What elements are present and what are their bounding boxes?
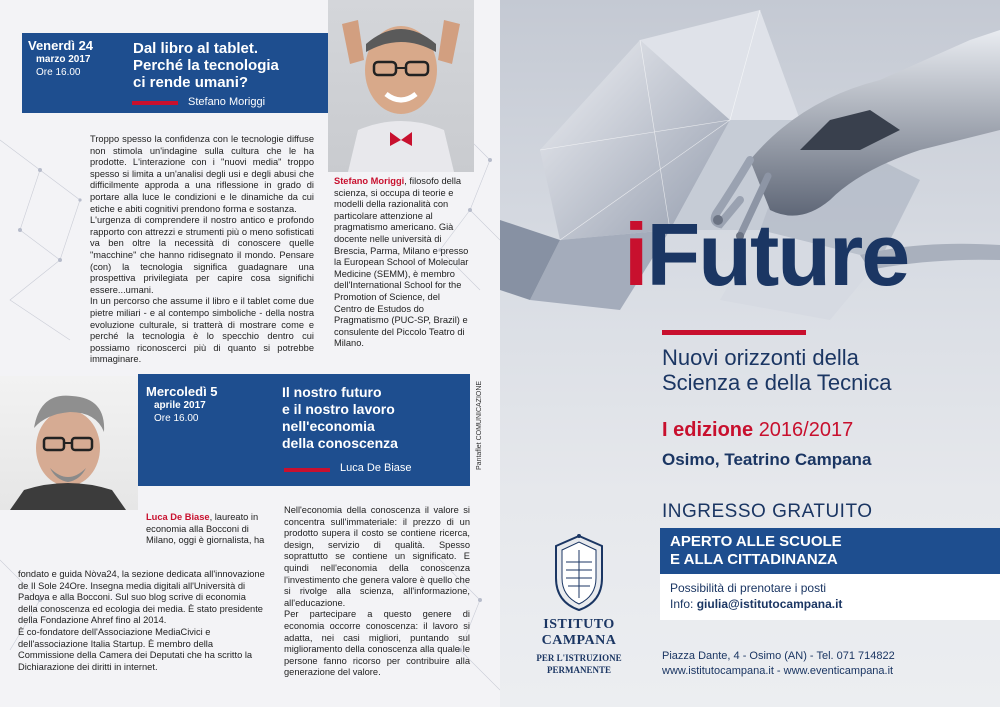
event1-bio-name: Stefano Moriggi bbox=[334, 176, 405, 186]
institute-line3: PER L'ISTRUZIONE bbox=[536, 653, 622, 663]
event1-title-line2: Perché la tecnologia bbox=[133, 57, 279, 74]
event1-body bbox=[90, 134, 314, 366]
portrait-illustration bbox=[328, 0, 474, 172]
robot-hand-illustration bbox=[500, 0, 1000, 360]
edition-label: I edizione bbox=[662, 419, 754, 441]
event2-body bbox=[284, 505, 470, 679]
credit-vertical: Pantaflet COMUNICAZIONE bbox=[476, 380, 483, 470]
event2-bio-name: Luca De Biase bbox=[146, 512, 210, 522]
edition bbox=[662, 418, 853, 442]
event2-paragraph-2: Per partecipare a questo genere di economia occorre conoscenza: il lavoro si adatta, nei casi migliori, puntando sul miglioramento della conoscenza alla quale le persone fanno ricorso per contribuire alla generazione del valore. bbox=[284, 609, 470, 678]
subtitle-line2: Scienza e della Tecnica bbox=[662, 370, 892, 395]
event2-month: aprile 2017 bbox=[154, 400, 206, 411]
event1-paragraph-3: In un percorso che assume il libro e il tablet come due pietre miliari - e al contempo simboliche - della nostra evoluzione culturale, si tratterà di mostrare come e perché la tecnologia è lo specchio dentro cui possiamo riconoscerci più di quanto si potrebbe immaginare. bbox=[90, 296, 314, 365]
info-email[interactable]: giulia@istitutocampana.it bbox=[696, 597, 843, 611]
cover-page bbox=[500, 0, 1000, 707]
event1-paragraph-1: Troppo spesso la confidenza con le tecnologie diffuse non stimola un'indagine sulla cultura che le ha prodotte. L'interazione con i "nuovi media" troppo spesso si limita a un'analisi degli usi e degli abusi che difficilmente approda a una riflessione in grado di portare alla luce le condizioni e le dinamiche da cui etiche e abiti cognitivi prendono forma e sostanza. bbox=[90, 134, 314, 214]
stefano-moriggi-photo bbox=[328, 0, 474, 172]
event2-bio-continued bbox=[18, 569, 266, 673]
event2-bio-text-2: fondato e guida Nòva24, la sezione dedicata all'innovazione de Il Sole 24Ore. Insegna media digitali all'Università di Padova e alla Bocconi. Sul suo blog scrive di economia della conoscenza ed ecologia dei media. È stato presidente della Fondazione Ahref fino al 2014. bbox=[18, 569, 265, 626]
ingresso-gratuito: INGRESSO GRATUITO bbox=[662, 501, 873, 522]
event2-day: Mercoledì 5 bbox=[146, 384, 218, 399]
event1-bio bbox=[334, 176, 470, 350]
info-line bbox=[670, 596, 842, 612]
event2-paragraph-1: Nell'economia della conoscenza il valore si concentra sull'immateriale: il prezzo di un prodotto supera il costo se contiene ricerca, design, servizio di qualità. Spesso soprattutto se contiene un significato. E quindi nell'economia della conoscenza l'investimento che genera valore è quello che si rivolge alla scienza, all'informazione, all'educazione. bbox=[284, 505, 470, 608]
aperto-line2: E ALLA CITTADINANZA bbox=[670, 551, 838, 568]
event2-bio-text-1: , laureato in economia alla Bocconi di Milano, oggi è giornalista, ha bbox=[146, 512, 265, 546]
portrait-illustration-2 bbox=[0, 376, 138, 510]
event2-speaker: Luca De Biase bbox=[340, 462, 412, 474]
event1-title-line3: ci rende umani? bbox=[133, 74, 249, 91]
event2-date-box bbox=[146, 384, 256, 425]
venue: Osimo, Teatrino Campana bbox=[662, 450, 872, 469]
institute-line2: CAMPANA bbox=[541, 633, 617, 648]
booking-line: Possibilità di prenotare i posti bbox=[670, 581, 827, 595]
event2-title-line3: nell'economia bbox=[282, 418, 375, 434]
websites[interactable]: www.istitutocampana.it - www.eventicampana.it bbox=[662, 665, 894, 677]
event2-bio-text-3: È co-fondatore dell'Associazione MediaCivici e dell'associazione Italia Startup. È membro della Commissione della Camera dei Deputati che ha scritto la Dichiarazione dei diritti in internet. bbox=[18, 626, 253, 672]
event1-day: Venerdì 24 bbox=[28, 38, 94, 53]
event1-red-line bbox=[132, 101, 178, 105]
address: Piazza Dante, 4 - Osimo (AN) - Tel. 071 714822 bbox=[662, 650, 895, 662]
event1-title-line1: Dal libro al tablet. bbox=[133, 40, 259, 57]
ifuture-logo bbox=[624, 205, 909, 304]
logo-future: Future bbox=[646, 205, 909, 304]
event2-red-line bbox=[284, 468, 330, 472]
event2-title-line2: e il nostro lavoro bbox=[282, 401, 395, 417]
institute-name bbox=[516, 617, 642, 676]
event1-time: Ore 16.00 bbox=[36, 67, 81, 78]
luca-de-biase-photo bbox=[0, 376, 138, 510]
cover-red-line bbox=[662, 330, 806, 335]
event2-bio bbox=[146, 512, 266, 547]
institute-crest-icon bbox=[548, 532, 610, 612]
info-label: Info: bbox=[670, 597, 694, 611]
event2-time: Ore 16.00 bbox=[154, 413, 199, 424]
edition-year: 2016/2017 bbox=[758, 419, 854, 441]
booking-text bbox=[670, 580, 842, 612]
cover-subtitle bbox=[662, 345, 892, 395]
aperto-line1: APERTO ALLE SCUOLE bbox=[670, 533, 842, 550]
aperto-text bbox=[670, 533, 842, 569]
event1-month: marzo 2017 bbox=[36, 54, 91, 65]
logo-i: i bbox=[624, 205, 647, 304]
event1-bio-text: , filosofo della scienza, si occupa di teorie e modelli della razionalità con particolare attenzione al pragmatismo americano. Già docente nelle università di Brescia, Parma, Milano e presso la European School of Molecular Medicine (SEMM), è membro dell'International School for the Promotion of Science, del Centro de Estudos do Pragmatismo (PUC-SP, Brazil) e consulente del Piccolo Teatro di Milano. bbox=[334, 176, 469, 349]
event1-date-box bbox=[28, 38, 114, 79]
event1-paragraph-2: L'urgenza di comprendere il nostro antico e profondo rapporto con attrezzi e strumenti più o meno sofisticati va ben oltre la necessità di conoscere quelle "macchine" che hanno ridisegnato il mondo. Pensare (con) la tecnologia significa guadagnare una prospettiva privilegiata per capire cosa significhi essere...umani. bbox=[90, 215, 314, 295]
event1-title bbox=[133, 40, 279, 91]
event2-title-line4: della conoscenza bbox=[282, 435, 398, 451]
institute-line1: ISTITUTO bbox=[543, 617, 615, 632]
event2-title bbox=[282, 384, 398, 452]
subtitle-line1: Nuovi orizzonti della bbox=[662, 345, 859, 370]
event2-title-line1: Il nostro futuro bbox=[282, 384, 382, 400]
event1-speaker: Stefano Moriggi bbox=[188, 96, 266, 108]
institute-line4: PERMANENTE bbox=[546, 665, 611, 675]
